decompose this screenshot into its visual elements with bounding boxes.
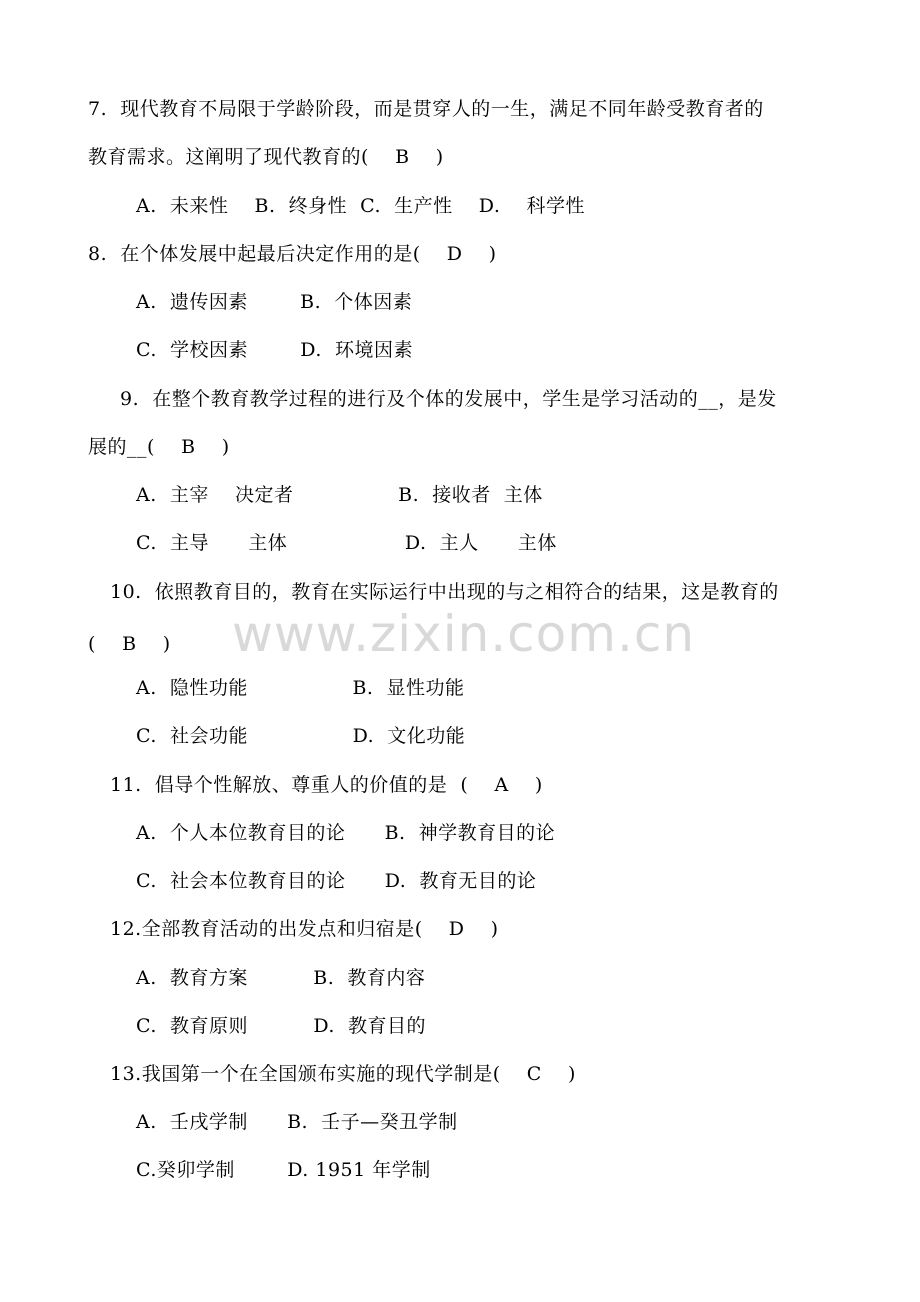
question-9-line-2: 展的__( B ): [88, 436, 230, 458]
question-13-options-cd: C.癸卯学制 D. 1951 年学制: [136, 1159, 431, 1181]
question-13-options-ab: A. 壬戌学制 B. 壬子—癸丑学制: [136, 1111, 458, 1133]
question-10-options-cd: C. 社会功能 D. 文化功能: [136, 725, 466, 747]
question-9-line-1: 9. 在整个教育教学过程的进行及个体的发展中，学生是学习活动的__，是发: [120, 388, 777, 410]
question-12: 12.全部教育活动的出发点和归宿是( D ): [110, 918, 499, 940]
question-8-options-ab: A. 遗传因素 B. 个体因素: [136, 291, 413, 313]
question-8-options-cd: C. 学校因素 D. 环境因素: [136, 339, 413, 361]
question-10-options-ab: A. 隐性功能 B. 显性功能: [136, 677, 465, 699]
question-10-line-1: 10. 依照教育目的，教育在实际运行中出现的与之相符合的结果，这是教育的: [110, 581, 779, 603]
question-11-options-cd: C. 社会本位教育目的论 D. 教育无目的论: [136, 870, 537, 892]
question-7-line-1: 7. 现代教育不局限于学龄阶段，而是贯穿人的一生，满足不同年龄受教育者的: [88, 98, 764, 120]
question-12-options-ab: A. 教育方案 B. 教育内容: [136, 967, 426, 989]
watermark-text: www.zixin.com.cn: [232, 605, 696, 663]
question-11: 11. 倡导个性解放、尊重人的价值的是 ( A ): [110, 774, 543, 796]
question-9-options-ab: A. 主宰 决定者 B. 接收者 主体: [136, 484, 543, 506]
question-7-line-2: 教育需求。这阐明了现代教育的( B ): [88, 146, 444, 168]
question-10-line-2: ( B ): [88, 633, 171, 655]
question-9-options-cd: C. 主导 主体 D. 主人 主体: [136, 532, 557, 554]
question-7-options: A. 未来性 B. 终身性 C. 生产性 D. 科学性: [136, 195, 586, 217]
question-12-options-cd: C. 教育原则 D. 教育目的: [136, 1015, 427, 1037]
question-8: 8. 在个体发展中起最后决定作用的是( D ): [88, 243, 497, 265]
question-11-options-ab: A. 个人本位教育目的论 B. 神学教育目的论: [136, 822, 556, 844]
question-13: 13.我国第一个在全国颁布实施的现代学制是( C ): [110, 1063, 576, 1085]
